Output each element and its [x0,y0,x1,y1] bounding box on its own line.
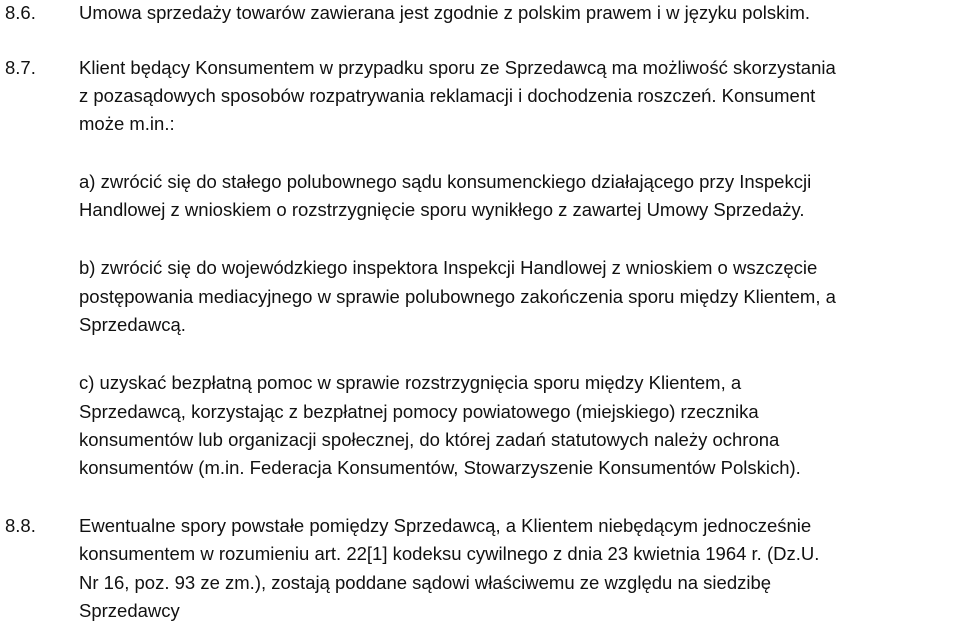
list-item-line: Sprzedawcą. [79,314,186,335]
section-text-line: Nr 16, poz. 93 ze zm.), zostają poddane sądowi właściwemu ze względu na siedzibę [79,572,772,593]
section-text-line: może m.in.: [79,113,175,134]
section-number: 8.7. [5,57,36,78]
list-item-line: postępowania mediacyjnego w sprawie polubownego zakończenia sporu między Klientem, a [79,286,836,307]
section-text-line: Ewentualne spory powstałe pomiędzy Sprzedawcą, a Klientem niebędącym jednocześnie [79,515,812,536]
section-number: 8.8. [5,515,36,536]
list-item-line: Sprzedawcą, korzystając z bezpłatnej pomocy powiatowego (miejskiego) rzecznika [79,401,759,422]
section-text-line: Klient będący Konsumentem w przypadku sporu ze Sprzedawcą ma możliwość skorzystania [79,57,836,78]
section-text-line: z pozasądowych sposobów rozpatrywania reklamacji i dochodzenia roszczeń. Konsument [79,85,816,106]
section-text-line: konsumentem w rozumieniu art. 22[1] kodeksu cywilnego z dnia 23 kwietnia 1964 r. (Dz.U. [79,543,820,564]
list-item-line: konsumentów lub organizacji społecznej, do której zadań statutowych należy ochrona [79,429,780,450]
list-item-line: konsumentów (m.in. Federacja Konsumentów, Stowarzyszenie Konsumentów Polskich). [79,457,801,478]
section-number: 8.6. [5,2,36,23]
list-item-line: c) uzyskać bezpłatną pomoc w sprawie rozstrzygnięcia sporu między Klientem, a [79,372,742,393]
list-item-line: Handlowej z wnioskiem o rozstrzygnięcie sporu wynikłego z zawartej Umowy Sprzedaży. [79,199,805,220]
list-item-line: b) zwrócić się do wojewódzkiego inspektora Inspekcji Handlowej z wnioskiem o wszczęcie [79,257,818,278]
section-text-line: Umowa sprzedaży towarów zawierana jest zgodnie z polskim prawem i w języku polskim. [79,2,811,23]
list-item-line: a) zwrócić się do stałego polubownego sądu konsumenckiego działającego przy Inspekcji [79,171,812,192]
section-text-line: Sprzedawcy [79,600,180,621]
